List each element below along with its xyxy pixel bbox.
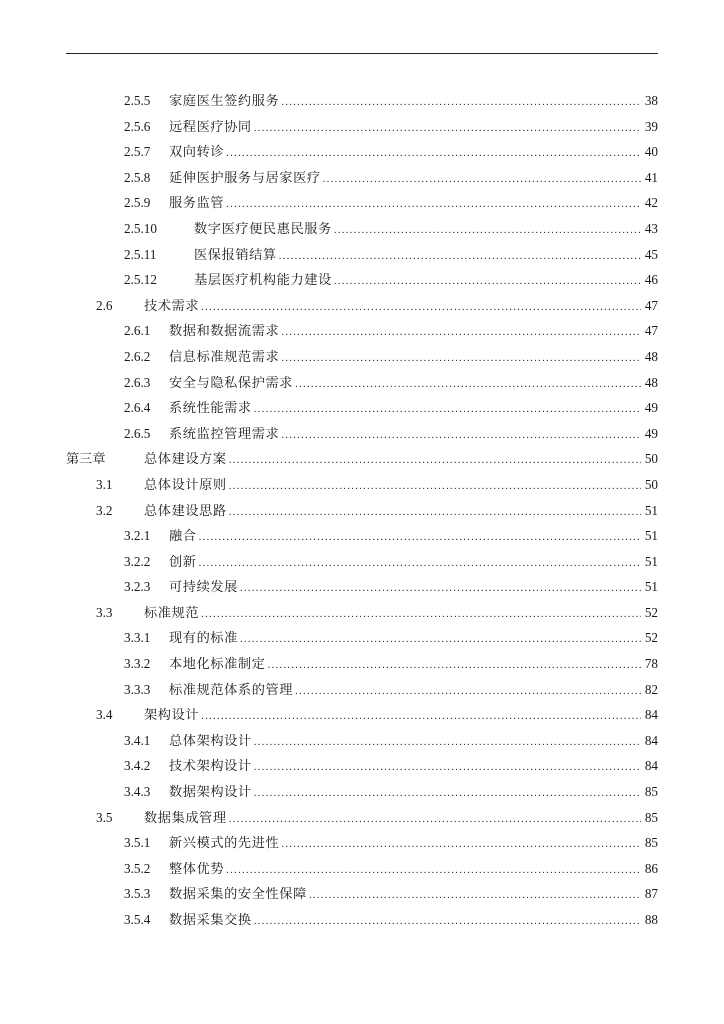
toc-entry-title: 数据采集交换 bbox=[169, 912, 252, 927]
toc-entry-title: 系统监控管理需求 bbox=[169, 425, 280, 441]
dot-leader bbox=[254, 909, 641, 935]
toc-entry-title-wrap bbox=[194, 267, 641, 295]
dot-leader bbox=[201, 295, 641, 321]
toc-entry-number: 2.5.8 bbox=[124, 169, 151, 185]
toc-entry[interactable] bbox=[0, 242, 724, 268]
toc-entry[interactable] bbox=[0, 830, 724, 856]
toc-entry-title-wrap bbox=[144, 498, 641, 526]
toc-entry-title: 总体设计原则 bbox=[144, 476, 227, 492]
toc-entry-title: 服务监管 bbox=[169, 195, 225, 211]
toc-entry-page-number: 86 bbox=[644, 860, 658, 876]
dot-leader bbox=[226, 192, 641, 218]
toc-entry-number: 3.3.1 bbox=[124, 630, 151, 646]
toc-entry-title-wrap bbox=[194, 242, 641, 270]
dot-leader bbox=[240, 627, 641, 653]
toc-entry-title: 总体架构设计 bbox=[169, 732, 252, 748]
toc-entry[interactable] bbox=[0, 805, 724, 831]
dot-leader bbox=[201, 704, 641, 730]
toc-entry-title: 数字医疗便民惠民服务 bbox=[194, 220, 332, 236]
toc-entry-title: 标准规范体系的管理 bbox=[169, 681, 294, 697]
toc-entry-number: 2.6.3 bbox=[124, 374, 151, 390]
toc-entry[interactable] bbox=[0, 139, 724, 165]
toc-entry-title-wrap bbox=[169, 114, 641, 142]
dot-leader bbox=[323, 167, 641, 193]
toc-entry-title: 可持续发展 bbox=[169, 579, 238, 595]
toc-entry-page-number: 78 bbox=[644, 656, 658, 672]
toc-entry-page-number: 87 bbox=[644, 886, 658, 902]
toc-entry-title: 基层医疗机构能力建设 bbox=[194, 272, 332, 288]
toc-entry-title-wrap bbox=[169, 651, 641, 679]
toc-entry-page-number: 49 bbox=[644, 425, 658, 441]
toc-entry-title-wrap bbox=[169, 370, 641, 398]
toc-entry-page-number: 84 bbox=[644, 707, 658, 723]
dot-leader bbox=[229, 474, 641, 500]
toc-entry[interactable] bbox=[0, 190, 724, 216]
toc-entry-title: 系统性能需求 bbox=[169, 400, 252, 416]
dot-leader bbox=[279, 244, 641, 270]
toc-entry-title-wrap bbox=[144, 446, 641, 474]
toc-entry-number: 2.5.12 bbox=[124, 272, 157, 288]
toc-entry-number: 3.5.2 bbox=[124, 860, 151, 876]
toc-entry[interactable] bbox=[0, 114, 724, 140]
toc-entry-number: 3.4.1 bbox=[124, 732, 151, 748]
toc-entry[interactable] bbox=[0, 498, 724, 524]
dot-leader bbox=[295, 372, 641, 398]
toc-entry-page-number: 49 bbox=[644, 400, 658, 416]
toc-entry-title: 延伸医护服务与居家医疗 bbox=[169, 169, 321, 185]
toc-entry[interactable] bbox=[0, 702, 724, 728]
toc-entry-page-number: 51 bbox=[644, 579, 658, 595]
toc-entry-number: 2.5.5 bbox=[124, 93, 151, 108]
toc-entry-title-wrap bbox=[169, 344, 641, 372]
toc-entry-title: 双向转诊 bbox=[169, 144, 225, 160]
toc-entry-number: 2.6.1 bbox=[124, 323, 151, 339]
dot-leader bbox=[226, 141, 641, 167]
dot-leader bbox=[268, 653, 641, 679]
toc-entry-number: 2.6.5 bbox=[124, 425, 151, 441]
toc-entry-number: 3.3.3 bbox=[124, 681, 151, 697]
toc-entry-title-wrap bbox=[169, 139, 641, 167]
toc-entry-title-wrap bbox=[169, 907, 641, 935]
dot-leader bbox=[229, 448, 641, 474]
toc-entry-title: 数据集成管理 bbox=[144, 809, 227, 825]
dot-leader bbox=[281, 832, 641, 858]
toc-entry-title: 家庭医生签约服务 bbox=[169, 93, 280, 108]
toc-entry-number: 3.4.2 bbox=[124, 758, 151, 774]
toc-entry[interactable] bbox=[0, 753, 724, 779]
toc-entry-number: 3.5.4 bbox=[124, 912, 151, 927]
toc-entry[interactable] bbox=[0, 216, 724, 242]
toc-entry-title-wrap bbox=[169, 677, 641, 705]
toc-entry-page-number: 47 bbox=[644, 323, 658, 339]
toc-entry-page-number: 42 bbox=[644, 195, 658, 211]
toc-entry-number: 3.5.3 bbox=[124, 886, 151, 902]
toc-entry-page-number: 85 bbox=[644, 835, 658, 851]
dot-leader bbox=[229, 500, 641, 526]
toc-entry[interactable] bbox=[0, 881, 724, 907]
toc-entry-title: 数据架构设计 bbox=[169, 784, 252, 800]
dot-leader bbox=[254, 397, 641, 423]
toc-entry-title-wrap bbox=[169, 523, 641, 551]
toc-entry-title: 安全与隐私保护需求 bbox=[169, 374, 294, 390]
dot-leader bbox=[309, 883, 641, 909]
toc-entry-title-wrap bbox=[169, 753, 641, 781]
toc-entry-title: 本地化标准制定 bbox=[169, 656, 266, 672]
dot-leader bbox=[254, 781, 641, 807]
toc-entry-page-number: 51 bbox=[644, 502, 658, 518]
toc-entry-title-wrap bbox=[169, 574, 641, 602]
toc-entry-page-number: 85 bbox=[644, 809, 658, 825]
toc-entry[interactable] bbox=[0, 779, 724, 805]
toc-entry-number: 2.6.4 bbox=[124, 400, 151, 416]
toc-entry[interactable] bbox=[0, 856, 724, 882]
toc-entry-page-number: 51 bbox=[644, 553, 658, 569]
toc-entry[interactable] bbox=[0, 600, 724, 626]
dot-leader bbox=[295, 679, 641, 705]
dot-leader bbox=[254, 730, 641, 756]
toc-entry-page-number: 41 bbox=[644, 169, 658, 185]
dot-leader bbox=[201, 602, 641, 628]
toc-entry-number: 3.3 bbox=[96, 604, 113, 620]
toc-entry-title-wrap bbox=[169, 395, 641, 423]
toc-entry-number: 2.5.9 bbox=[124, 195, 151, 211]
toc-entry-title: 远程医疗协同 bbox=[169, 118, 252, 134]
toc-entry[interactable] bbox=[0, 523, 724, 549]
table-of-contents bbox=[0, 88, 724, 933]
toc-entry-title-wrap bbox=[169, 88, 641, 116]
toc-entry-title: 标准规范 bbox=[144, 604, 200, 620]
toc-entry-page-number: 50 bbox=[644, 451, 658, 467]
toc-entry-title-wrap bbox=[169, 318, 641, 346]
toc-entry-title: 架构设计 bbox=[144, 707, 200, 723]
toc-entry-page-number: 84 bbox=[644, 732, 658, 748]
toc-entry-page-number: 52 bbox=[644, 630, 658, 646]
toc-entry-title: 数据采集的安全性保障 bbox=[169, 886, 307, 902]
toc-entry-title: 整体优势 bbox=[169, 860, 225, 876]
dot-leader bbox=[199, 525, 641, 551]
toc-entry-title: 总体建设方案 bbox=[144, 451, 227, 467]
toc-entry-number: 2.6.2 bbox=[124, 348, 151, 364]
toc-entry[interactable] bbox=[0, 677, 724, 703]
toc-entry-number: 2.5.7 bbox=[124, 144, 151, 160]
dot-leader bbox=[281, 423, 641, 449]
dot-leader bbox=[199, 551, 641, 577]
toc-entry-number: 3.4.3 bbox=[124, 784, 151, 800]
toc-entry-title-wrap bbox=[144, 293, 641, 321]
dot-leader bbox=[334, 218, 641, 244]
toc-entry[interactable] bbox=[0, 318, 724, 344]
dot-leader bbox=[281, 346, 641, 372]
toc-entry[interactable] bbox=[0, 625, 724, 651]
toc-entry[interactable] bbox=[0, 907, 724, 933]
toc-entry-number: 3.2 bbox=[96, 502, 113, 518]
toc-entry-title-wrap bbox=[169, 625, 641, 653]
toc-entry-number: 3.4 bbox=[96, 707, 113, 723]
toc-entry-number: 2.6 bbox=[96, 297, 113, 313]
toc-entry[interactable] bbox=[0, 293, 724, 319]
toc-entry-title: 融合 bbox=[169, 528, 197, 544]
toc-entry[interactable] bbox=[0, 267, 724, 293]
toc-entry-page-number: 43 bbox=[644, 220, 658, 236]
toc-entry-page-number: 84 bbox=[644, 758, 658, 774]
toc-entry-title: 数据和数据流需求 bbox=[169, 323, 280, 339]
dot-leader bbox=[281, 320, 641, 346]
toc-entry[interactable] bbox=[0, 549, 724, 575]
toc-entry-page-number: 88 bbox=[644, 912, 658, 927]
toc-entry-title-wrap bbox=[144, 472, 641, 500]
toc-entry[interactable] bbox=[0, 446, 724, 472]
toc-entry-page-number: 47 bbox=[644, 297, 658, 313]
toc-entry-number: 第三章 bbox=[66, 451, 106, 467]
toc-entry-page-number: 38 bbox=[644, 93, 658, 108]
toc-entry-title-wrap bbox=[194, 216, 641, 244]
toc-entry-page-number: 39 bbox=[644, 118, 658, 134]
toc-entry-number: 3.2.2 bbox=[124, 553, 151, 569]
toc-entry[interactable] bbox=[0, 395, 724, 421]
toc-entry-number: 3.1 bbox=[96, 476, 113, 492]
toc-entry-title-wrap bbox=[169, 856, 641, 884]
toc-entry-number: 3.3.2 bbox=[124, 656, 151, 672]
toc-entry-number: 3.2.1 bbox=[124, 528, 151, 544]
toc-entry-page-number: 52 bbox=[644, 604, 658, 620]
dot-leader bbox=[254, 755, 641, 781]
toc-entry-title: 信息标准规范需求 bbox=[169, 348, 280, 364]
dot-leader bbox=[229, 807, 641, 833]
toc-entry-page-number: 46 bbox=[644, 272, 658, 288]
toc-entry-title: 医保报销结算 bbox=[194, 246, 277, 262]
toc-entry-page-number: 85 bbox=[644, 784, 658, 800]
toc-entry[interactable] bbox=[0, 421, 724, 447]
toc-entry[interactable] bbox=[0, 344, 724, 370]
toc-entry-title-wrap bbox=[169, 728, 641, 756]
toc-entry[interactable] bbox=[0, 574, 724, 600]
toc-entry-title-wrap bbox=[144, 600, 641, 628]
toc-entry-title-wrap bbox=[169, 165, 641, 193]
toc-entry-page-number: 51 bbox=[644, 528, 658, 544]
toc-entry-page-number: 48 bbox=[644, 374, 658, 390]
toc-entry-title: 新兴模式的先进性 bbox=[169, 835, 280, 851]
toc-entry[interactable] bbox=[0, 88, 724, 114]
toc-entry-page-number: 45 bbox=[644, 246, 658, 262]
toc-entry-number: 3.5.1 bbox=[124, 835, 151, 851]
dot-leader bbox=[226, 858, 641, 884]
toc-entry[interactable] bbox=[0, 370, 724, 396]
toc-entry[interactable] bbox=[0, 728, 724, 754]
toc-entry-title: 总体建设思路 bbox=[144, 502, 227, 518]
toc-entry-title-wrap bbox=[169, 881, 641, 909]
toc-entry[interactable] bbox=[0, 651, 724, 677]
toc-entry-title-wrap bbox=[144, 702, 641, 730]
toc-entry-page-number: 50 bbox=[644, 476, 658, 492]
toc-entry-title: 技术架构设计 bbox=[169, 758, 252, 774]
toc-entry-title-wrap bbox=[169, 549, 641, 577]
dot-leader bbox=[281, 90, 641, 116]
toc-entry-title: 创新 bbox=[169, 553, 197, 569]
header-rule bbox=[66, 53, 658, 54]
toc-entry-page-number: 82 bbox=[644, 681, 658, 697]
toc-entry-title-wrap bbox=[169, 779, 641, 807]
toc-entry-number: 3.2.3 bbox=[124, 579, 151, 595]
toc-entry-title-wrap bbox=[169, 830, 641, 858]
toc-entry-title-wrap bbox=[144, 805, 641, 833]
toc-entry-number: 2.5.11 bbox=[124, 246, 157, 262]
dot-leader bbox=[240, 576, 641, 602]
toc-entry-title-wrap bbox=[169, 421, 641, 449]
toc-entry-number: 3.5 bbox=[96, 809, 113, 825]
toc-entry-title: 现有的标准 bbox=[169, 630, 238, 646]
toc-entry-number: 2.5.6 bbox=[124, 118, 151, 134]
toc-entry[interactable] bbox=[0, 165, 724, 191]
dot-leader bbox=[254, 116, 641, 142]
toc-entry[interactable] bbox=[0, 472, 724, 498]
toc-entry-title: 技术需求 bbox=[144, 297, 200, 313]
toc-entry-page-number: 40 bbox=[644, 144, 658, 160]
dot-leader bbox=[334, 269, 641, 295]
toc-entry-title-wrap bbox=[169, 190, 641, 218]
toc-entry-page-number: 48 bbox=[644, 348, 658, 364]
toc-entry-number: 2.5.10 bbox=[124, 220, 157, 236]
